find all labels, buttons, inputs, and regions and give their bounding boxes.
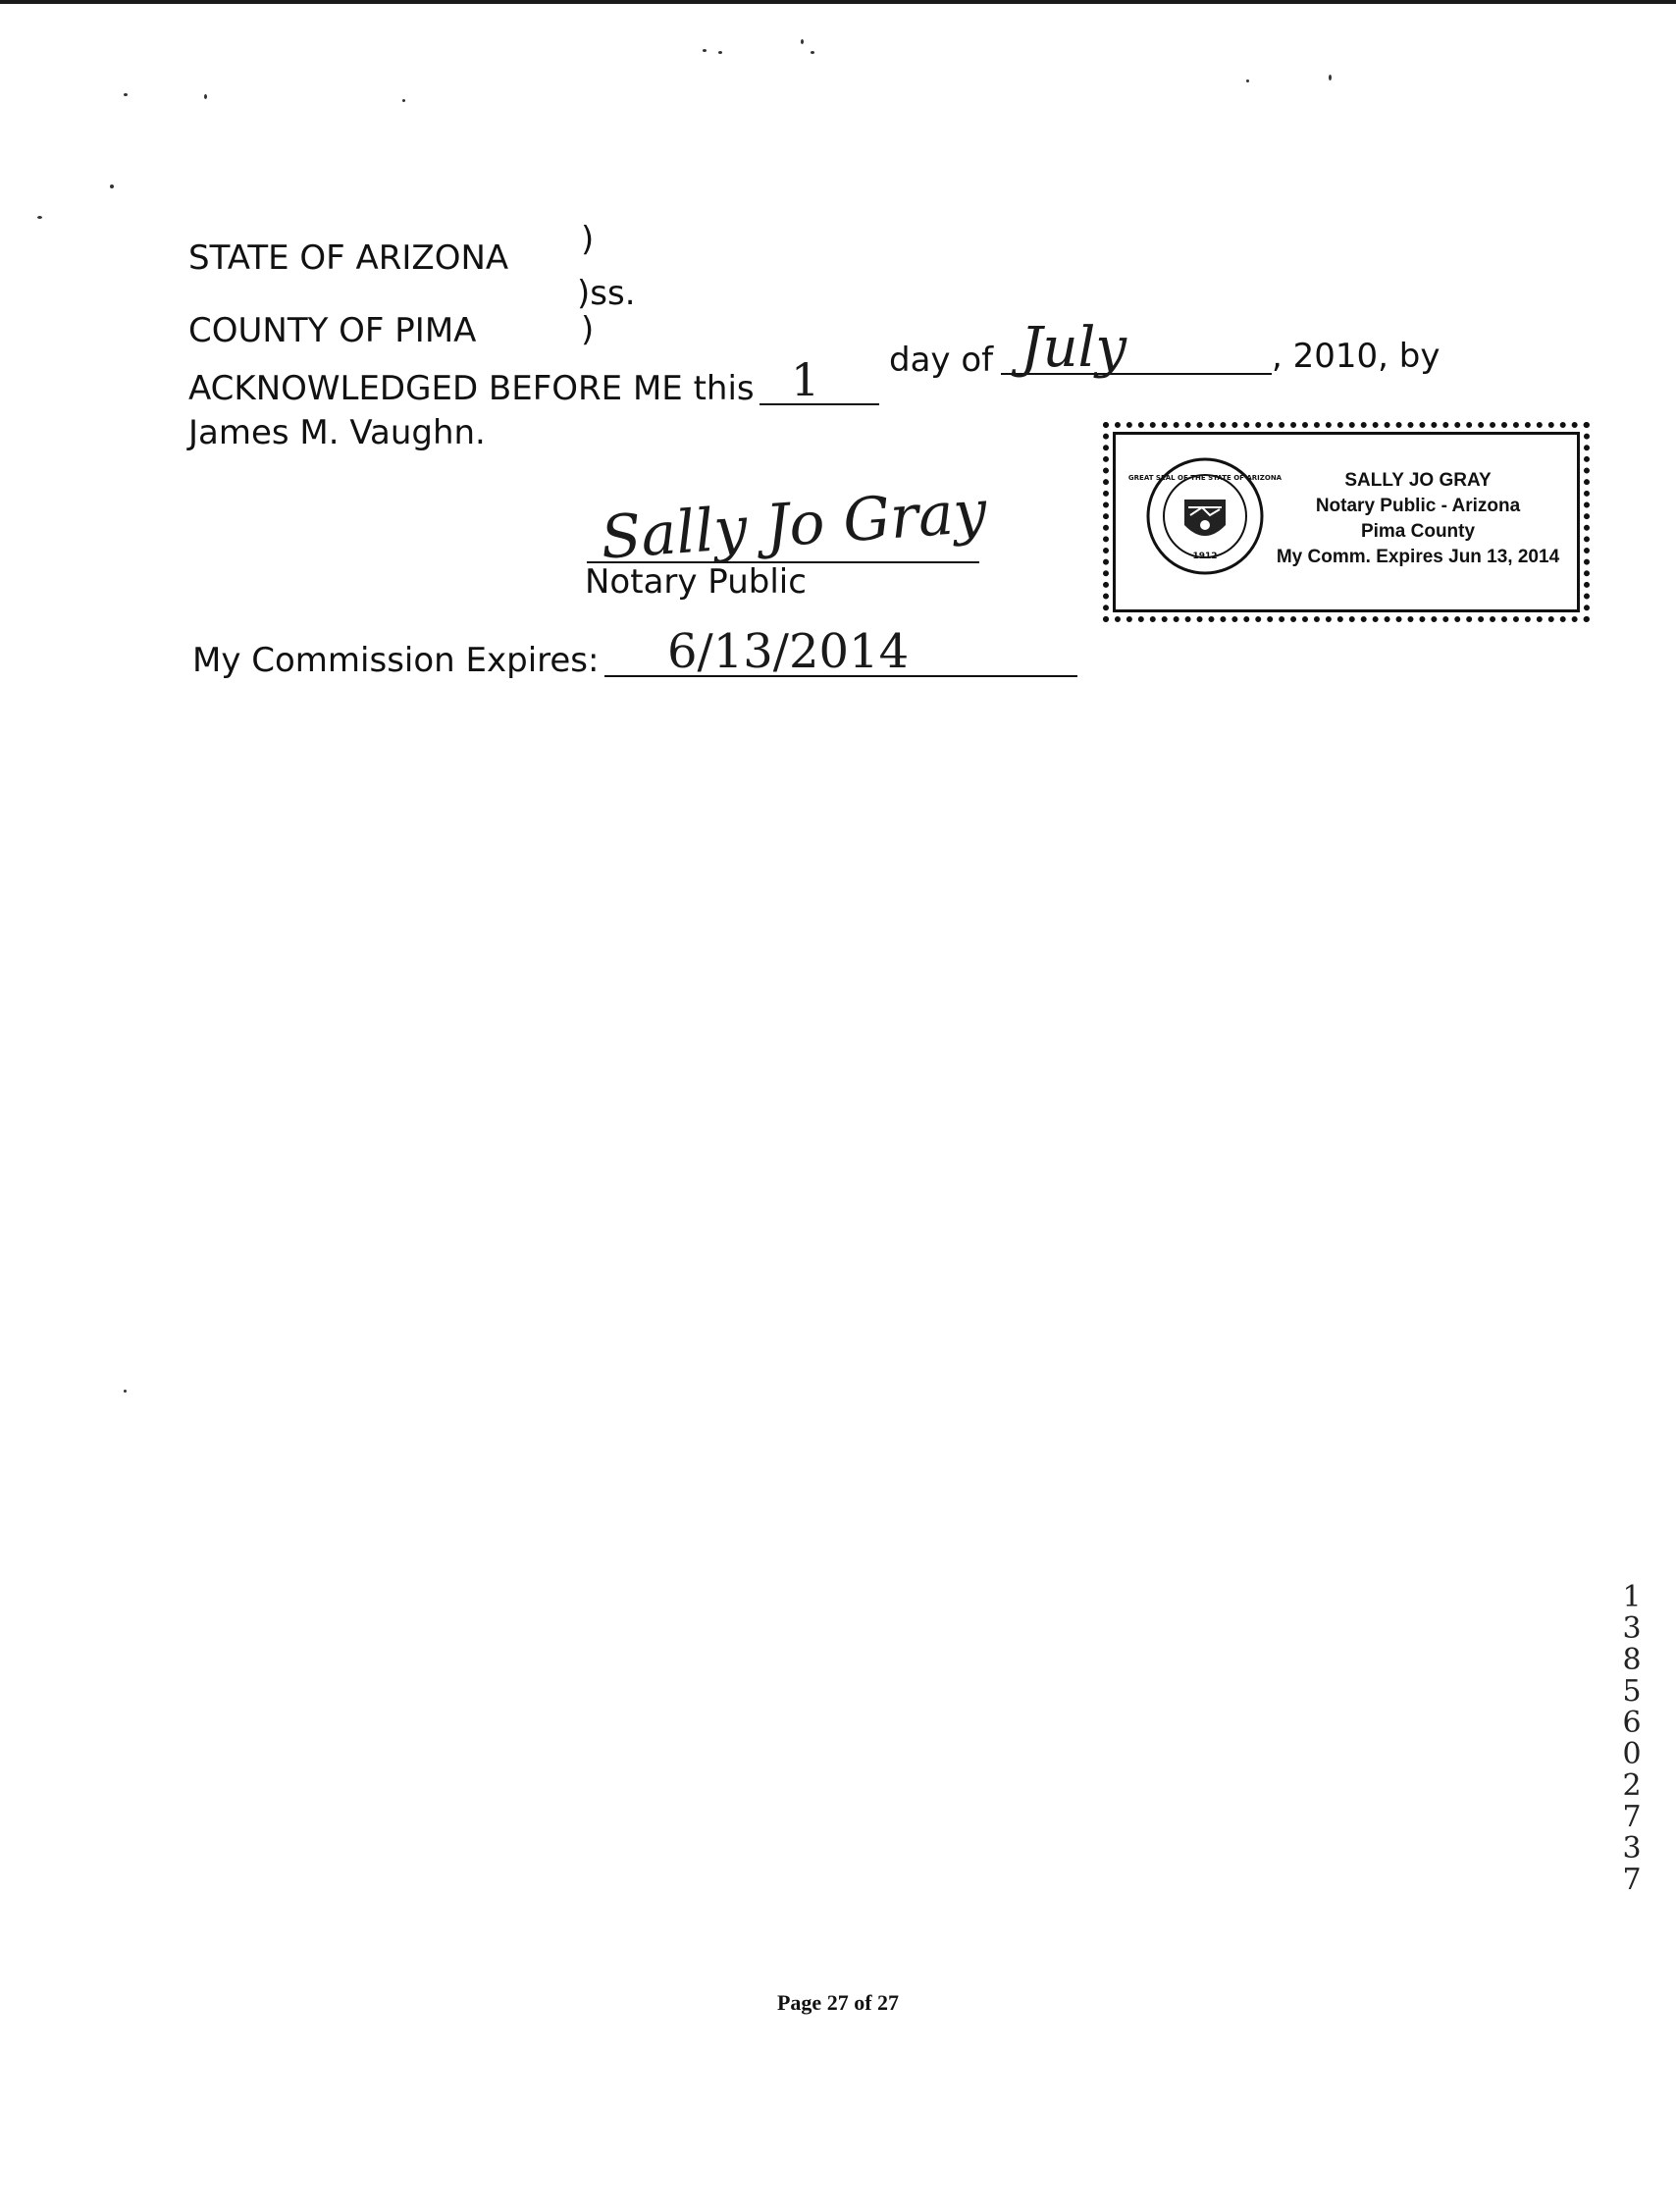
scan-speck bbox=[204, 94, 207, 99]
day-handwritten: 1 bbox=[791, 353, 820, 406]
scan-speck bbox=[703, 49, 707, 52]
commission-label: My Commission Expires: bbox=[192, 641, 600, 680]
county-label: COUNTY OF PIMA bbox=[188, 311, 477, 350]
month-handwritten: July bbox=[1021, 316, 1127, 380]
scan-speck bbox=[110, 184, 114, 188]
scan-speck bbox=[37, 216, 42, 219]
scan-speck bbox=[1246, 79, 1249, 82]
venue-paren-top: ) bbox=[581, 220, 595, 259]
notary-signature: Sally Jo Gray bbox=[599, 477, 989, 573]
scan-speck bbox=[1329, 75, 1332, 80]
seal-year: 1912 bbox=[1192, 552, 1218, 561]
state-label: STATE OF ARIZONA bbox=[188, 238, 509, 278]
page-number: Page 27 of 27 bbox=[776, 1990, 900, 2015]
ss-label: )ss. bbox=[577, 274, 636, 313]
stamp-name: SALLY JO GRAY bbox=[1344, 470, 1492, 491]
stamp-county: Pima County bbox=[1360, 521, 1476, 542]
day-of-label: day of bbox=[889, 341, 994, 380]
scan-top-edge bbox=[0, 0, 1676, 4]
commission-date-handwritten: 6/13/2014 bbox=[667, 624, 910, 679]
scan-speck bbox=[124, 93, 128, 96]
notary-public-label: Notary Public bbox=[585, 562, 807, 602]
venue-paren-bottom: ) bbox=[581, 310, 595, 349]
scan-speck bbox=[801, 39, 804, 44]
margin-recording-number: 13856 02737 bbox=[1622, 1580, 1642, 1897]
year-suffix: , 2010, by bbox=[1272, 337, 1440, 376]
signer-name: James M. Vaughn. bbox=[188, 413, 486, 452]
scan-speck bbox=[811, 51, 814, 54]
seal-text: GREAT SEAL OF THE STATE OF ARIZONA bbox=[1127, 474, 1283, 482]
scan-speck bbox=[124, 1390, 127, 1393]
stamp-title: Notary Public - Arizona bbox=[1315, 496, 1521, 516]
acknowledged-prefix: ACKNOWLEDGED BEFORE ME this bbox=[188, 369, 755, 408]
scan-speck bbox=[718, 51, 722, 54]
stamp-expires: My Comm. Expires Jun 13, 2014 bbox=[1276, 547, 1560, 567]
notary-stamp bbox=[1113, 432, 1580, 612]
scan-speck bbox=[402, 99, 405, 102]
arizona-seal-icon bbox=[1127, 456, 1283, 576]
